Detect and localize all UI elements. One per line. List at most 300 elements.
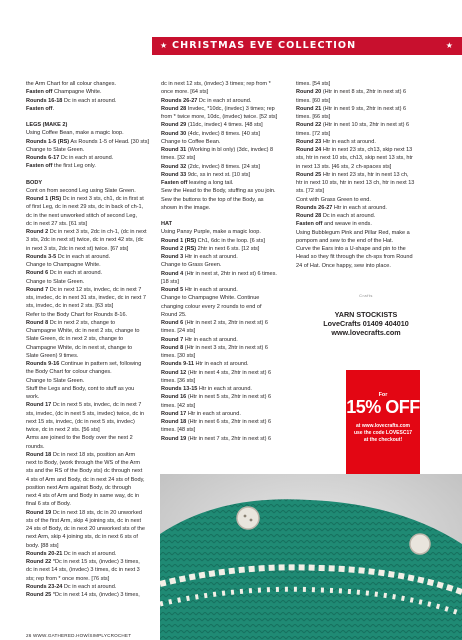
instruction-text: next 4 sts of Arm and Body in same way, dc in [26,493,140,499]
instruction-text: 9dc, ss in next st. [10 sts] [186,171,251,178]
instruction-text: Dc in next 3 sts, ch1, dc in first st [61,196,144,202]
round-label: Round 25 [296,171,322,178]
star-icon: ★ [160,41,169,50]
pattern-line [161,294,293,302]
instruction-text: dc in next 14 sts, (invdec) 3 times, dc in next 3 [26,567,140,574]
spacer [26,113,158,121]
instruction-text: the Arm Chart for all colour changes. [26,81,117,87]
pattern-line [26,105,158,113]
instruction-text: Dc in next 18 sts, dc in 20 unworked [51,509,142,516]
round-label: Round 1 (RS) [161,237,197,244]
pattern-line [161,435,293,443]
instruction-text: Change to Champagne White. Continue [161,295,260,302]
round-label: Round 32 [161,163,187,170]
pattern-line [296,171,436,179]
round-label: Round 5 [161,287,184,293]
pattern-line [161,369,293,377]
round-label: Round 28 [296,213,322,219]
instruction-text: body. [88 sts] [26,542,59,549]
instruction-text: position next Arm against Body, dc through [26,484,132,491]
instruction-text: times. [60 sts] [296,97,331,104]
pattern-line [26,443,158,451]
instruction-text: Htr in each st around. [332,204,387,211]
instruction-text: in next 3 sts, 2dc in next st) twice. [67 sts] [26,245,129,252]
instruction-text: Champagne White, dc in next st, change to [26,344,133,351]
pattern-line [161,393,293,401]
instruction-text: (Htr in next 6 sts, 2htr in next st) 6 [186,419,272,425]
pattern-line [296,220,436,228]
round-label: Round 16 [161,394,187,401]
instruction-text: Dc in each st around. [197,97,252,104]
pattern-line [161,154,293,162]
pattern-line [26,434,158,442]
pattern-line [26,146,158,154]
promo-line-3: at the checkout! [363,437,403,443]
instruction-text: changing colour every 2 rounds to end of [161,303,262,310]
pattern-line [161,261,293,269]
round-label: Round 7 [161,336,184,343]
instruction-text: sts, invdec, dc in next 2 sts. [63 sts] [26,303,114,310]
pattern-line [161,113,293,121]
pattern-line [26,319,158,327]
instruction-text: As Rounds 1-5 of Head. [30 sts] [69,138,150,145]
round-label: Round 20 [296,89,322,96]
pattern-line [26,352,158,360]
pattern-line [26,97,158,105]
pattern-line [26,484,158,492]
instruction-text: Arms are joined to the Body over the next 2 [26,435,133,442]
pattern-line [161,270,293,278]
promo-line-2: use the code LOVESC17 [353,430,413,436]
promo-for: For [378,392,388,398]
promo-line-1: at www.lovecrafts.com [356,423,410,429]
round-label: Fasten off [296,221,323,228]
instruction-text: htr in next 10 sts, htr in next 13 ch, htr in next 13 [296,180,415,186]
instruction-text: dc in the next unworked stitch of second Leg, [26,212,138,219]
pattern-line [161,344,293,352]
instruction-text: shown in the image. [161,204,211,211]
instruction-text: Dc in each st around. [62,583,117,590]
stockists-phone: LoveCrafts 01409 404010 [323,319,409,328]
instruction-text: Dc in next 18 sts, position an Arm [51,451,136,458]
round-label: Round 3 [161,254,184,260]
round-label: Round 12 [161,369,187,376]
instruction-text: 24 of Hat. Once happy, sew into place. [296,262,391,269]
instruction-text: Htr in next 23 sts, htr in next 13 ch, [321,171,409,178]
pattern-line [296,196,436,204]
pattern-line [161,146,293,154]
instruction-text: [18 sts] [161,278,179,285]
pattern-line [26,401,158,409]
pattern-line [26,492,158,500]
pattern-line [161,130,293,138]
pattern-line [161,278,293,286]
pattern-line [161,121,293,129]
knitted-body-photo [160,474,462,640]
instruction-text: the first Leg only. [52,163,96,170]
round-label: Rounds 13-15 [161,386,198,392]
instruction-text: Htr in each st around. [321,138,376,145]
pattern-line [26,550,158,558]
instruction-text: Change to Slate Green. [26,377,85,384]
pattern-line [161,187,293,195]
instruction-text: Dc in each st around. [62,550,117,557]
instruction-text: (Htr in next 5 sts, 2htr in next st) 6 [186,394,272,401]
pattern-line [296,97,436,105]
pattern-line [26,583,158,591]
instruction-text: (2dc, invdec) 8 times. [24 sts] [186,163,260,170]
round-label: Round 4 [161,270,184,277]
instruction-text: Dc in each st around. [48,270,103,277]
instruction-text: *Dc in next 15 sts, (invdec) 3 times, [51,559,140,565]
instruction-text: Stuff the Legs and Body, cont to stuff as you [26,385,135,392]
round-label: Rounds 16-18 [26,97,63,104]
round-label: Round 6 [161,320,184,326]
instruction-text: 4 sts of Arm and Body, dc in next 24 sts of Body, [26,476,145,483]
pattern-line [161,253,293,261]
pattern-line [26,162,158,170]
lovecrafts-logo: Crafts [359,293,373,298]
pattern-line [26,302,158,310]
instruction-text: sts, invdec, dc in next 31 sts, invdec, dc in next 7 [26,295,146,301]
instruction-text: Htr in each st around. [186,410,241,417]
pattern-line [26,459,158,467]
round-label: Rounds 26-27 [296,204,333,211]
round-label: Fasten off [26,89,53,96]
instruction-text: sts, htr in next 10 sts, ch13, skip next 13 sts, htr [296,155,413,162]
instruction-text: next to Body, (work through the WS of the Arm [26,460,140,466]
pattern-line [26,261,158,269]
pattern-line [26,377,158,385]
stockists-url[interactable]: www.lovecrafts.com [331,328,401,337]
pattern-line [26,278,158,286]
pattern-line [161,352,293,360]
pattern-line [26,228,158,236]
pattern-line [161,303,293,311]
round-label: Round 18 [26,451,52,458]
round-label: Rounds 20-21 [26,550,63,557]
pattern-line [161,377,293,385]
instruction-text: sts of the first Arm, skip 4 joining sts, dc in next [26,517,141,524]
pattern-line [26,393,158,401]
round-label: Fasten off [26,105,53,112]
pattern-line [161,286,293,294]
instruction-text: (Htr in next 3 sts, 2htr in next st) 6 [183,344,268,351]
instruction-text: Dc in each st around. [56,253,111,260]
instruction-text: (Htr in next st, 2htr in next st) 6 times. [183,270,277,277]
instruction-text: Round 25. [161,311,187,318]
round-label: Rounds 1-5 (RS) [26,138,70,145]
pattern-line [26,212,158,220]
pattern-line [161,336,293,344]
instruction-text: next Arm, skip 4 joining sts, dc in next 6 sts of [26,534,138,541]
round-label: Round 17 [161,410,187,417]
instruction-text: *Dc in next 14 sts, (invdec) 3 times, [51,592,140,598]
pattern-line [26,542,158,550]
instruction-text: Continue in pattern set, following [59,361,142,367]
round-label: Round 1 (RS) [26,196,62,202]
pattern-line [26,154,158,162]
instruction-text: in next 13 sts. [46 sts, 2 ch-spaces sts] [296,163,392,170]
pattern-line [161,163,293,171]
instruction-text: times. [72 sts] [296,130,331,137]
round-label: Round 23 [296,138,322,145]
discount-badge [346,370,420,474]
pattern-line [161,97,293,105]
pattern-line [26,335,158,343]
pattern-line [296,113,436,121]
instruction-text: next 15 sts, invdec, (dc in next 5 sts, invdec) [26,418,135,425]
pattern-line [26,558,158,566]
pattern-line [26,80,158,88]
instruction-text: once more. [64 sts] [161,89,209,96]
pattern-line [161,418,293,426]
pattern-line [26,236,158,244]
pattern-line [161,196,293,204]
instruction-text: Cont with Grass Green to end. [296,196,371,203]
instruction-text: Htr in each st around. [197,386,252,392]
instruction-text: Change to Coffee Bean. [161,138,221,145]
instruction-text: Htr in each st around. [183,336,238,343]
round-label: Round 25 [26,592,52,598]
instruction-text: times. [66 sts] [296,114,331,120]
instruction-text: Change to Slate Green. [26,278,85,285]
pattern-line [26,327,158,335]
pattern-line [26,451,158,459]
pattern-line [161,138,293,146]
section-heading: HAT [161,221,172,227]
pattern-line [26,187,158,195]
pattern-line [26,467,158,475]
pattern-line [26,410,158,418]
instruction-text: Head so they fit through the ch-sps from Round [296,254,413,261]
instruction-text: Cont on from second Leg using Slate Green. [26,187,136,194]
instruction-text: Champagne White, dc in next 2 sts, change to [26,328,140,334]
section-heading: LEGS (MAKE 2) [26,122,68,128]
pattern-line [26,368,158,376]
instruction-text: Change to Champagne White. [26,262,101,268]
pattern-line [296,154,436,162]
promo-text [346,423,420,444]
pattern-line [296,138,436,146]
pattern-line [26,269,158,277]
instruction-text: the Body Chart for colour changes. [26,369,112,376]
pattern-line [296,105,436,113]
pattern-line [26,426,158,434]
instruction-text: and weave in ends. [322,221,372,228]
pattern-line [296,245,436,253]
instruction-text: (Working in bl only) (3dc, invdec) 8 [186,147,274,153]
instruction-text: dc in next 12 sts, (invdec) 3 times; rep from * [161,81,271,87]
pattern-line [296,121,436,129]
instruction-text: Htr in each st around. [193,361,249,368]
pattern-line [296,253,436,261]
pattern-line [296,229,436,237]
round-label: Round 6 [26,270,49,277]
instruction-text: Dc in each st around. [321,213,376,219]
pattern-line [296,146,436,154]
pattern-line [161,402,293,410]
pattern-line [161,204,293,212]
pattern-line [26,517,158,525]
pattern-line [296,237,436,245]
instruction-text: (Htr in next 9 sts, 2htr in next st) 6 [321,105,407,112]
pattern-line [161,228,293,236]
instruction-text: twice, dc in next 2 sts. [56 sts] [26,427,100,433]
instruction-text: Using Pansy Purple, make a magic loop. [161,229,261,236]
pattern-line [26,220,158,228]
instruction-text: Slate Green, dc in next 2 sts, change to [26,336,124,343]
pattern-line [26,344,158,352]
pattern-line [26,525,158,533]
pattern-line [296,212,436,220]
pattern-line [26,203,158,211]
pattern-line [26,418,158,426]
pattern-line [296,80,436,88]
round-label: Round 28 [161,105,187,112]
round-label: Rounds 9-16 [26,361,60,367]
round-label: Rounds 26-27 [161,97,198,104]
section-banner [152,37,462,55]
pattern-line [296,130,436,138]
round-label: Round 21 [296,105,322,112]
instruction-text: (Htr in next 7 sts, 2htr in next st) 6 [186,435,272,442]
instruction-text: sts, invdec, (dc in next 5 sts, invdec) twice, dc in [26,410,145,417]
text-column-1 [26,80,158,599]
round-label: Round 2 (RS) [161,245,197,252]
round-label: Round 30 [161,130,187,137]
pattern-line [296,163,436,171]
instruction-text: times. [30 sts] [161,353,196,359]
pattern-line [161,245,293,253]
instruction-text: Slate Green) 9 times. [26,352,79,359]
instruction-text: Dc in each st around. [59,155,114,161]
instruction-text: rounds. [26,443,45,450]
spacer [26,171,158,179]
round-label: Round 8 [161,344,184,351]
instruction-text: times. [32 sts] [161,155,196,162]
round-label: Round 17 [26,402,52,409]
pattern-line [26,294,158,302]
round-label: Round 31 [161,147,187,153]
round-label: Rounds 6-17 [26,155,60,161]
round-label: Fasten off [26,163,53,170]
promo-percent: 15% OFF [346,397,420,417]
pattern-line [161,88,293,96]
pattern-line [26,195,158,203]
instruction-text: sts and the RS of the Body sts) dc through next [26,468,143,475]
instruction-text: (Htr in next 4 sts, 2htr in next st) 6 [186,369,272,376]
pattern-line [26,253,158,261]
pattern-line [26,286,158,294]
text-column-3 [296,80,436,270]
instruction-text: Dc in next 2 sts, change to [48,319,116,326]
page-footer: 26 WWW.GATHERED.HOW/SIMPLYCROCHET [26,633,132,638]
instruction-text: Dc in next 5 sts, invdec, dc in next 7 [51,402,142,409]
pattern-line [26,138,158,146]
instruction-text: times. [42 sts] [161,402,196,409]
pattern-line [26,575,158,583]
spacer [161,212,293,220]
instruction-text: Using Bubblegum Pink and Pillar Red, make a [296,229,410,236]
pattern-line [296,204,436,212]
instruction-text: 3 sts, 2dc in next st) twice, dc in next 42 sts, (dc [26,237,144,244]
round-label: Round 8 [26,319,49,326]
pattern-line [26,88,158,96]
instruction-text: Dc in each st around. [62,97,117,104]
instruction-text: Dc in next 3 sts, 2dc in ch-1, (dc in next [48,229,147,235]
pattern-line [296,187,436,195]
instruction-text: Change to Slate Green. [26,146,85,153]
instruction-text: Htr in each st around. [183,254,238,260]
instruction-text: dc in next 27 sts. [61 sts] [26,220,88,227]
instruction-text: Curve the Ears into a U-shape and pin to the [296,246,406,252]
instruction-text: (Htr in next 10 sts, 2htr in next st) 6 [321,122,410,129]
pattern-line [161,426,293,434]
pattern-line [26,360,158,368]
pattern-line [26,129,158,137]
instruction-text: Change to Grass Green. [161,262,222,269]
round-label: Round 7 [26,286,49,293]
round-label: Rounds 23-24 [26,583,63,590]
instruction-text: final 6 sts of Body. [26,501,71,508]
instruction-text: 2htr in next 6 sts. [12 sts] [196,245,260,252]
instruction-text: Dc in next 12 sts, invdec, dc in next 7 [48,286,142,293]
pattern-line [26,533,158,541]
instruction-text: times. [54 sts] [296,81,331,87]
instruction-text: Refer to the Body Chart for Rounds 8-16. [26,311,128,318]
round-label: Round 24 [296,147,322,153]
round-label: Round 18 [161,419,187,425]
round-label: Round 22 [26,559,52,565]
instruction-text: Htr in each st around. [183,287,238,293]
instruction-text: leaving a long tail. [187,180,234,186]
round-label: Round 29 [161,122,187,129]
round-label: Round 33 [161,171,187,178]
pattern-line [161,171,293,179]
pattern-line [26,591,158,599]
instruction-text: Sew the buttons to the top of the Body, as [161,196,264,203]
pattern-line [161,410,293,418]
round-label: Round 19 [26,509,52,516]
round-label: Round 22 [296,122,322,129]
knit-photo-art [160,474,462,640]
instruction-text: (Htr in next 2 sts, 2htr in next st) 6 [183,320,268,326]
pattern-line [26,311,158,319]
pattern-line [296,262,436,270]
instruction-text: work. [26,394,40,400]
pattern-line [26,245,158,253]
instruction-text: (Htr in next 8 sts, 2htr in next st) 6 [321,89,407,96]
instruction-text: times. [48 sts] [161,427,196,434]
instruction-text: Sew the Head to the Body, stuffing as you join. [161,188,276,195]
instruction-text: Invdec, *10dc, (invdec) 3 times; rep [186,105,275,112]
instruction-text: Using Coffee Bean, make a magic loop. [26,130,124,137]
pattern-line [26,385,158,393]
round-label: Round 2 [26,229,49,235]
pattern-line [161,80,293,88]
pattern-line [26,476,158,484]
round-label: Rounds 3-5 [26,253,57,260]
pattern-line [161,327,293,335]
instruction-text: times. [24 sts] [161,328,196,335]
instruction-text: times. [36 sts] [161,377,196,384]
instruction-text: Ch1, 6dc in the loop. [6 sts] [196,237,265,244]
pattern-line [161,360,293,368]
instruction-text: Htr in next 23 sts, ch13, skip next 13 [321,147,413,153]
pattern-line [26,509,158,517]
pattern-line [26,500,158,508]
